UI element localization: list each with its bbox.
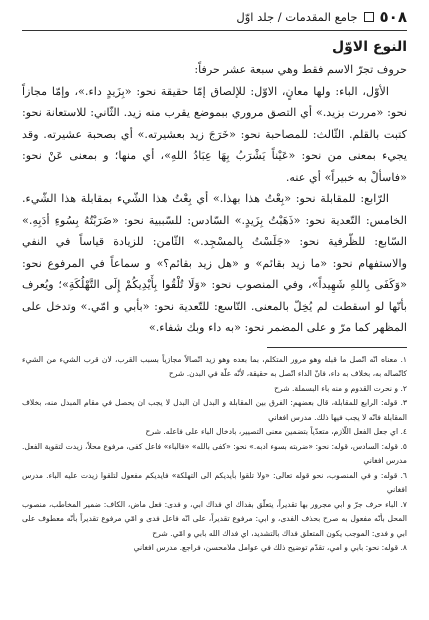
page-number: ٥٠٨ — [379, 8, 407, 26]
footnote: ٣. قوله: الرابع للمقابلة، قال بعضهم: الفرق بين المقابلة و البدل ان البدل لا يجب ان يحصل في مقام المبدل منه، بخلاف المقابلة فانّه لا يجب فيها ذلك. مدرس افغاني — [22, 398, 407, 422]
footnote-divider — [267, 347, 407, 348]
paragraph: الأوّل، الباء: ولها معانٍ، الاوّل: للإلصاق إمّا حقيقة نحو: «بِزَيدٍ داء.»، وإمّا مجازاً نحو: «مررت بزيد.» أي التصق مروري ببموضع يقرب منه زيد. الثّاني: للاستعانة نحو: كتبت بالقلم. الثّالث: للمصاحبة نحو: «خَرَجَ زيد بعشيرته.» أي بصحبة عشيرته. وقد يجيء بمعنى من نحو: «عَيْناً يَشْرَبُ بِهَا عِبَادُ اللهِ»، أي منها؛ و بمعنى عَنْ نحو: «فاسألْ به خبيراً» أي عنه. — [22, 84, 407, 184]
footnote: ٤. اي جعل الفعل اللّازم، متعدّياً بتضمين معنى التصيير، بادخال الباء على فاعله. شرح — [145, 427, 407, 436]
footnote: ٥. قوله: السادس، قوله: نحو: «ضربته بسوء ادبه.» نحو: «كفى بالله» «فالباء» فاعل كفى، مرفوع محلاً، زيدت لتقوية الفعل. مدرس افغاني — [22, 441, 407, 465]
footnote: ٦. قوله: و في المنصوب، نحو قوله تعالى: «ولا تلقوا بأيديكم الى التهلكة» فايديكم مفعول لتلقوا زيدت عليه الباء. مدرس افغاني — [22, 470, 407, 494]
section-title: النوع الاوّل — [331, 39, 407, 55]
paragraph: حروف تجرّ الاسم فقط وهي سبعة عشر حرفاً: — [194, 63, 407, 76]
footnotes — [22, 353, 407, 556]
page-header — [22, 6, 407, 31]
footnote: ١. معناه انّه اتّصل ما قبله وهو مرور المتكلم، بما بعده وهو زيد اتّصالاً مجازياً بسبب القرب، لان قرب الشيء من الشيء كاتّصاله به، بخلاف به داء، فانّ الداء اتّصل به حقيقة، لأنّه علّة في البدن. شرح — [22, 354, 407, 378]
footnote: ٧. الباء حرف جرّ و ابي مجرور بها تقديراً، يتعلّق بفداك اي فداك ابي، و فدى: فعل ماض، الكاف: ضمير المخاطب، منصوب المحل بأنّه مفعول به صرح بحذف الفدى، و ابي: مرفوع تقديراً، على انّه فاعل فدى و امّي مرفوع تقديراً بأنّه معطوف على ابي و فدى: الموجب يكون المتعلق فداك بالتشديد، اي فداك الله بابي و امّي. شرح — [22, 499, 407, 538]
footnote: ٢. و نحرت القدوم و منه باء البسملة. شرح — [274, 383, 407, 393]
square-icon — [364, 12, 374, 22]
footnote: ٨. قوله: نحو: بابي و امي، تقدّم توضيح ذلك في عوامل ملامحسن، فراجع. مدرس افغاني — [133, 543, 407, 552]
main-text — [22, 59, 407, 339]
paragraph: الرّابع: للمقابلة نحو: «بِعْتُ هذا بهذا.» أي بِعْتُ هذا الشّيء بمقابلة هذا الشّيء. الخامس: التّعدية نحو: «ذَهَبْتُ بِزَيدٍ.» السّادس: للسّببية نحو: «ضَرَبْتُهُ بِسُوءِ أدَبِهِ.» السّابع: للظّرفية نحو: «جَلَسْتُ بِالمسْجِد.» الثّامن: للزيادة قياساً في النفي والاستفهام نحو: «ما زيد بقائم» و «هل زيد بقائم؟» و سماعاً في المرفوع نحو: «وَكَفَى بِاللهِ شَهِيداً»، وفي المنصوب نحو: «وَلَا تُلْقُوا بِأَيْدِيكُمْ إِلَى التَّهْلُكَةِ»؛ ويُعرف بأنّها لو اسقطت لم يُخِلّ بالمعنى. التّاسع: للتّعدية نحو: «بأبي و امّي.» وتدخل على المظهر كما مرّ و على المضمر نحو: «به داء وبك شفاء.» — [22, 192, 407, 334]
running-title: جامع المقدمات / جلد اوّل — [236, 10, 358, 24]
